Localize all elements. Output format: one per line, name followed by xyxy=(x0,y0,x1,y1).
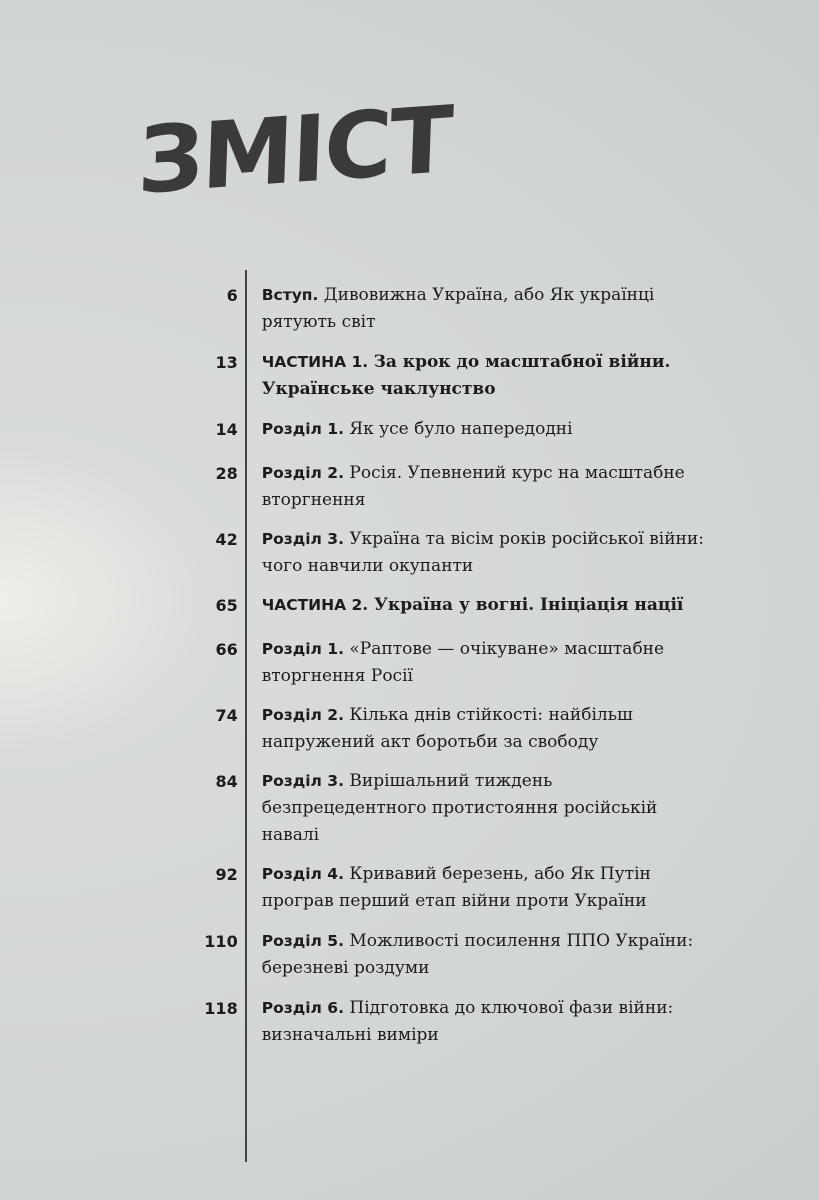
page-number: 14 xyxy=(215,420,238,439)
page-number: 6 xyxy=(226,286,238,305)
toc-entry xyxy=(160,526,720,580)
entry-label: Розділ 2. xyxy=(261,464,344,482)
entry-label: Розділ 5. xyxy=(261,932,344,950)
entry-text xyxy=(262,592,720,619)
entry-title: Можливості посилення ППО України: березневі роздуми xyxy=(261,931,694,978)
entry-title: Вирішальний тиждень безпрецедентного протистояння російській навалі xyxy=(261,771,658,845)
entry-title: Україна та вісім років російської війни: чого навчили окупанти xyxy=(261,529,704,576)
entry-label: Розділ 1. xyxy=(261,640,344,658)
entry-title: Кілька днів стійкості: найбільш напружений акт боротьби за свободу xyxy=(261,705,633,752)
toc-entry xyxy=(160,416,720,443)
toc-entry xyxy=(160,768,720,849)
toc-entry xyxy=(160,592,720,619)
entry-text xyxy=(262,702,720,756)
page-number: 74 xyxy=(215,706,238,725)
entry-text xyxy=(262,995,720,1049)
entry-title: Як усе було напередодні xyxy=(349,419,573,439)
entry-text xyxy=(262,768,720,849)
page-number: 84 xyxy=(215,772,238,791)
entry-title: Кривавий березень, або Як Путін програв перший етап війни проти України xyxy=(261,864,651,911)
page-number: 118 xyxy=(204,999,238,1018)
toc-entry xyxy=(160,702,720,756)
page-number: 92 xyxy=(215,865,238,884)
entry-label: Розділ 2. xyxy=(261,706,344,724)
page-number: 110 xyxy=(204,932,238,951)
entry-text xyxy=(262,861,720,915)
entry-text xyxy=(262,526,720,580)
entry-label: ЧАСТИНА 2 xyxy=(261,596,363,614)
entry-text xyxy=(262,928,720,982)
entry-title: . Україна у вогні. Ініціація нації xyxy=(362,595,684,615)
entry-title: Дивовижна Україна, або Як українці рятують світ xyxy=(261,285,655,332)
toc-entry xyxy=(160,282,720,336)
page-number: 65 xyxy=(215,596,238,615)
entry-label: Розділ 6. xyxy=(261,999,344,1017)
page-number: 13 xyxy=(215,353,238,372)
page-title: ЗМІСТ xyxy=(136,86,453,215)
entry-title: Росія. Упевнений курс на масштабне вторгнення xyxy=(261,463,685,510)
toc-entry xyxy=(160,460,720,514)
toc-entry xyxy=(160,928,720,982)
entry-text xyxy=(262,416,720,443)
toc-entry xyxy=(160,349,720,403)
entry-text xyxy=(262,282,720,336)
entry-label: ЧАСТИНА 1. xyxy=(261,353,369,371)
entry-label: Розділ 3. xyxy=(261,530,344,548)
page-number: 28 xyxy=(215,464,238,483)
entry-text xyxy=(262,460,720,514)
page-number: 42 xyxy=(215,530,238,549)
entry-label: Вступ. xyxy=(261,286,319,304)
entry-title: «Раптове — очікуване» масштабне вторгнення Росії xyxy=(261,639,665,686)
entry-label: Розділ 3. xyxy=(261,772,344,790)
toc-entry xyxy=(160,861,720,915)
entry-title: Підготовка до ключової фази війни: визначальні виміри xyxy=(261,998,674,1045)
toc-entry xyxy=(160,995,720,1049)
entry-label: Розділ 4. xyxy=(261,865,344,883)
entry-label: Розділ 1. xyxy=(261,420,344,438)
entry-text xyxy=(262,349,720,403)
page-number: 66 xyxy=(215,640,238,659)
entry-text xyxy=(262,636,720,690)
toc-entry xyxy=(160,636,720,690)
entry-title: За крок до масштабної війни. Українське чаклунство xyxy=(261,352,671,399)
